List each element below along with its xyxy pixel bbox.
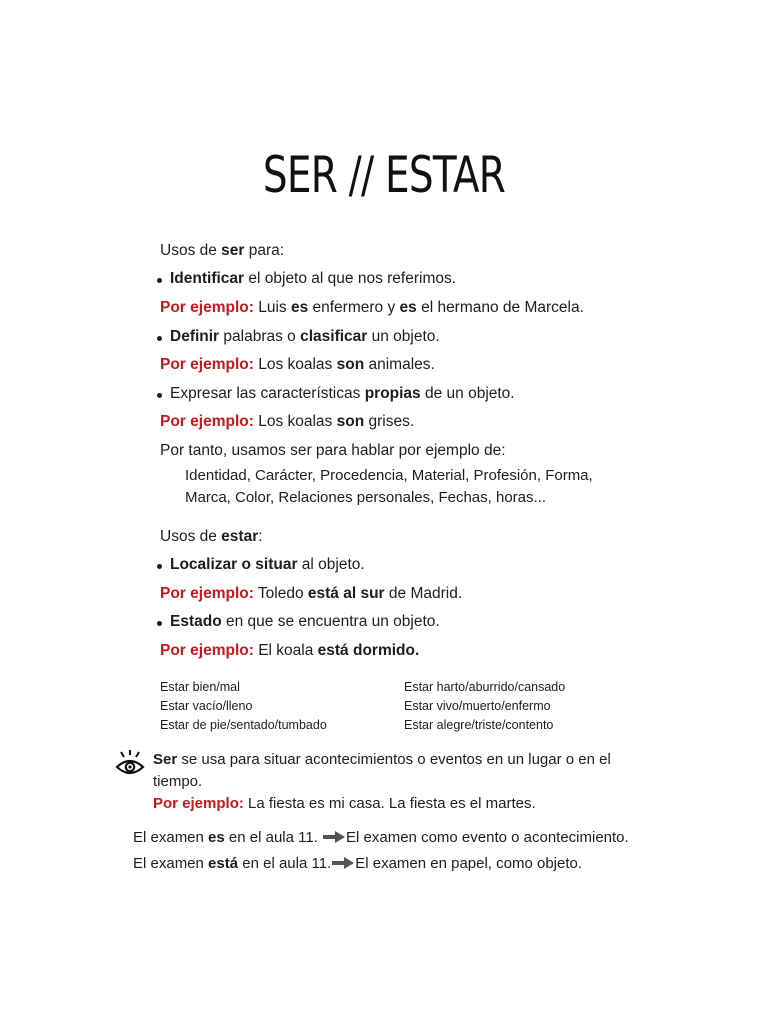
ser-summary: Por tanto, usamos ser para hablar por ejemplo de: — [160, 442, 506, 459]
estar-bullet-estado: Estado en que se encuentra un objeto. — [170, 613, 440, 630]
final-line-esta: El examen está en el aula 11. El examen en papel, como objeto. — [133, 855, 583, 872]
grid-item: Estar de pie/sentado/tumbado — [160, 718, 327, 732]
ser-example-1: Por ejemplo: Luis es enfermero y es el hermano de Marcela. — [160, 299, 584, 316]
ser-bullet-definir: Definir palabras o clasificar un objeto. — [170, 328, 440, 345]
grid-item: Estar bien/mal — [160, 680, 240, 694]
estar-intro: Usos de estar: — [160, 528, 263, 545]
arrow-right-icon — [332, 857, 354, 869]
ser-bullet-identificar: Identificar el objeto al que nos referimos. — [170, 270, 457, 287]
grid-item: Estar vacío/lleno — [160, 699, 253, 713]
eye-icon — [115, 749, 145, 777]
grid-item: Estar alegre/triste/contento — [404, 718, 554, 732]
ser-events-note: Ser se usa para situar acontecimientos o eventos en un lugar o en el tiempo. Por ejemplo: La fiesta es mi casa. La fiesta es el martes. — [153, 751, 611, 812]
ser-example-3: Por ejemplo: Los koalas son grises. — [160, 413, 415, 430]
ser-example-2: Por ejemplo: Los koalas son animales. — [160, 356, 435, 373]
estar-bullet-localizar: Localizar o situar al objeto. — [170, 556, 365, 573]
page-title: SER // ESTAR — [262, 146, 506, 204]
final-line-es: El examen es en el aula 11. El examen como evento o acontecimiento. — [133, 829, 629, 846]
ser-bullet-caracteristicas: Expresar las características propias de un objeto. — [170, 385, 515, 402]
ser-intro: Usos de ser para: — [160, 242, 285, 259]
grid-item: Estar vivo/muerto/enfermo — [404, 699, 551, 713]
ser-uses-list: Identidad, Carácter, Procedencia, Material, Profesión, Forma, Marca, Color, Relaciones personales, Fechas, horas... — [185, 467, 593, 506]
estar-example-2: Por ejemplo: El koala está dormido. — [160, 642, 420, 659]
estar-example-1: Por ejemplo: Toledo está al sur de Madrid. — [160, 585, 463, 602]
grid-item: Estar harto/aburrido/cansado — [404, 680, 566, 694]
estar-examples-grid — [160, 679, 634, 734]
arrow-right-icon — [323, 831, 345, 843]
